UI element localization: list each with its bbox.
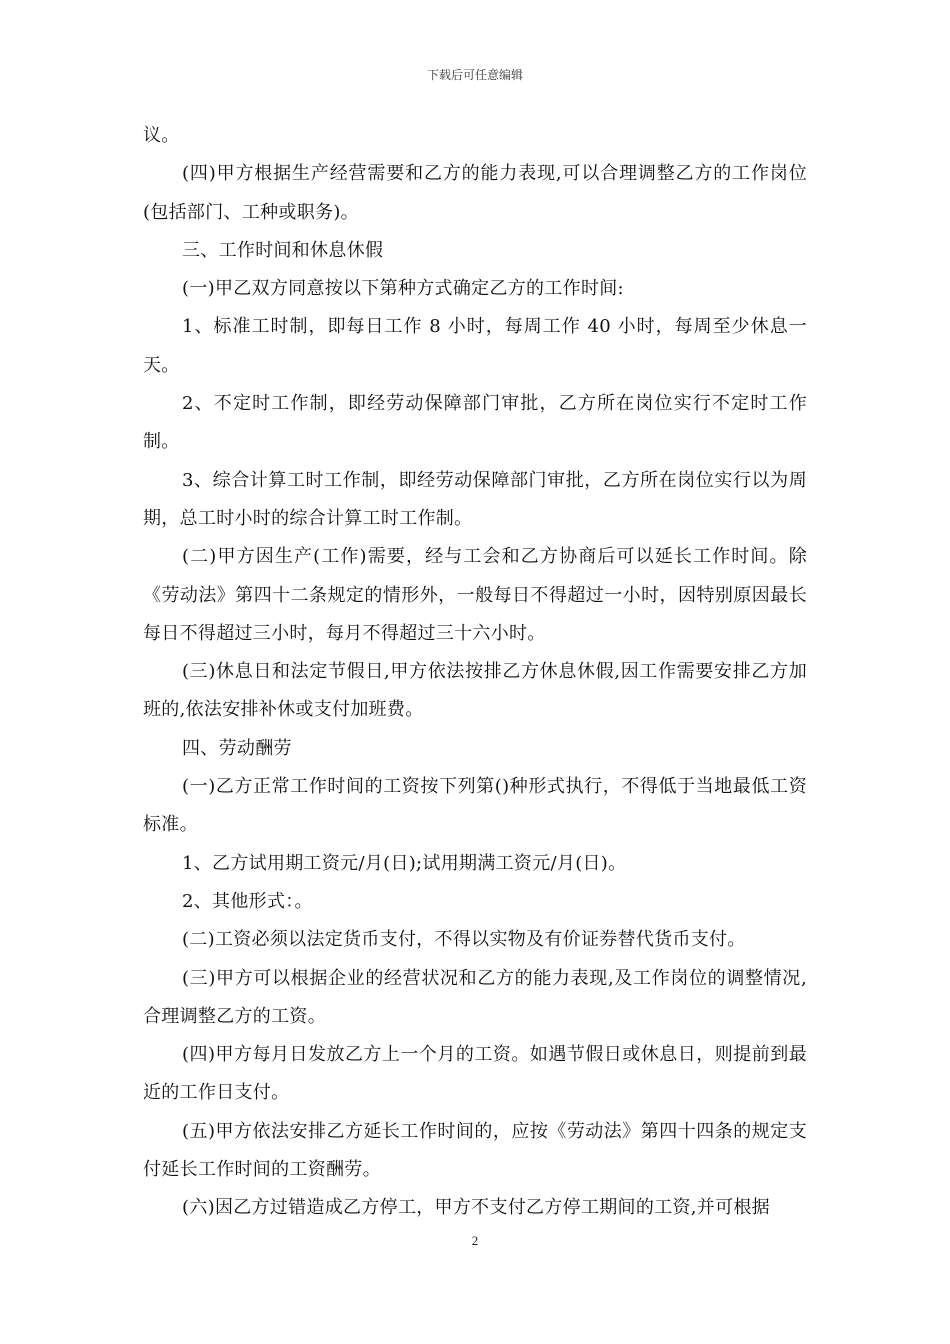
page-number: 2 bbox=[471, 1233, 479, 1248]
page-header: 下载后可任意编辑 bbox=[426, 68, 523, 82]
section-heading-working-hours: 三、工作时间和休息休假 bbox=[182, 239, 384, 261]
paragraph-wage-adjustment: (三)甲方可以根据企业的经营状况和乙方的能力表现,及工作岗位的调整情况,合理调整乙方的工资。 bbox=[143, 967, 807, 1027]
paragraph-standard-hours: 1、标准工时制，即每日工作 8 小时，每周工作 40 小时，每周至少休息一天。 bbox=[143, 316, 807, 376]
section-heading-remuneration: 四、劳动酬劳 bbox=[182, 737, 292, 759]
paragraph-continuation: 议。 bbox=[143, 125, 180, 146]
paragraph-overtime-extension: (二)甲方因生产(工作)需要，经与工会和乙方协商后可以延长工作时间。除《劳动法》第四十二条规定的情形外，一般每日不得超过一小时，因特别原因最长每日不得超过三小时，每月不得超过三十六小时。 bbox=[143, 546, 807, 644]
document-body bbox=[143, 117, 807, 1228]
paragraph-stoppage-wage: (六)因乙方过错造成乙方停工，甲方不支付乙方停工期间的工资,并可根据 bbox=[182, 1197, 770, 1219]
paragraph-overtime-pay: (五)甲方依法安排乙方延长工作时间的，应按《劳动法》第四十四条的规定支付延长工作时间的工资酬劳。 bbox=[143, 1120, 807, 1181]
paragraph-other-forms: 2、其他形式：。 bbox=[182, 890, 313, 912]
paragraph-wage-form: (一)乙方正常工作时间的工资按下列第()种形式执行，不得低于当地最低工资标准。 bbox=[143, 776, 807, 836]
paragraph-adjust-position: (四)甲方根据生产经营需要和乙方的能力表现,可以合理调整乙方的工作岗位(包括部门、工种或职务)。 bbox=[143, 163, 807, 223]
paragraph-probation-wage: 1、乙方试用期工资元/月(日);试用期满工资元/月(日)。 bbox=[182, 852, 627, 874]
paragraph-holidays: (三)休息日和法定节假日,甲方依法按排乙方休息休假,因工作需要安排乙方加班的,依法安排补休或支付加班费。 bbox=[143, 661, 807, 721]
paragraph-pay-date: (四)甲方每月日发放乙方上一个月的工资。如遇节假日或休息日，则提前到最近的工作日支付。 bbox=[143, 1044, 807, 1104]
paragraph-legal-currency: (二)工资必须以法定货币支付，不得以实物及有价证券替代货币支付。 bbox=[182, 929, 746, 951]
paragraph-flexible-hours: 2、不定时工作制，即经劳动保障部门审批，乙方所在岗位实行不定时工作制。 bbox=[143, 393, 807, 453]
paragraph-work-time-method: (一)甲乙双方同意按以下第种方式确定乙方的工作时间: bbox=[182, 278, 624, 300]
paragraph-comprehensive-hours: 3、综合计算工时工作制，即经劳动保障部门审批，乙方所在岗位实行以为周期，总工时小时的综合计算工时工作制。 bbox=[143, 469, 807, 529]
